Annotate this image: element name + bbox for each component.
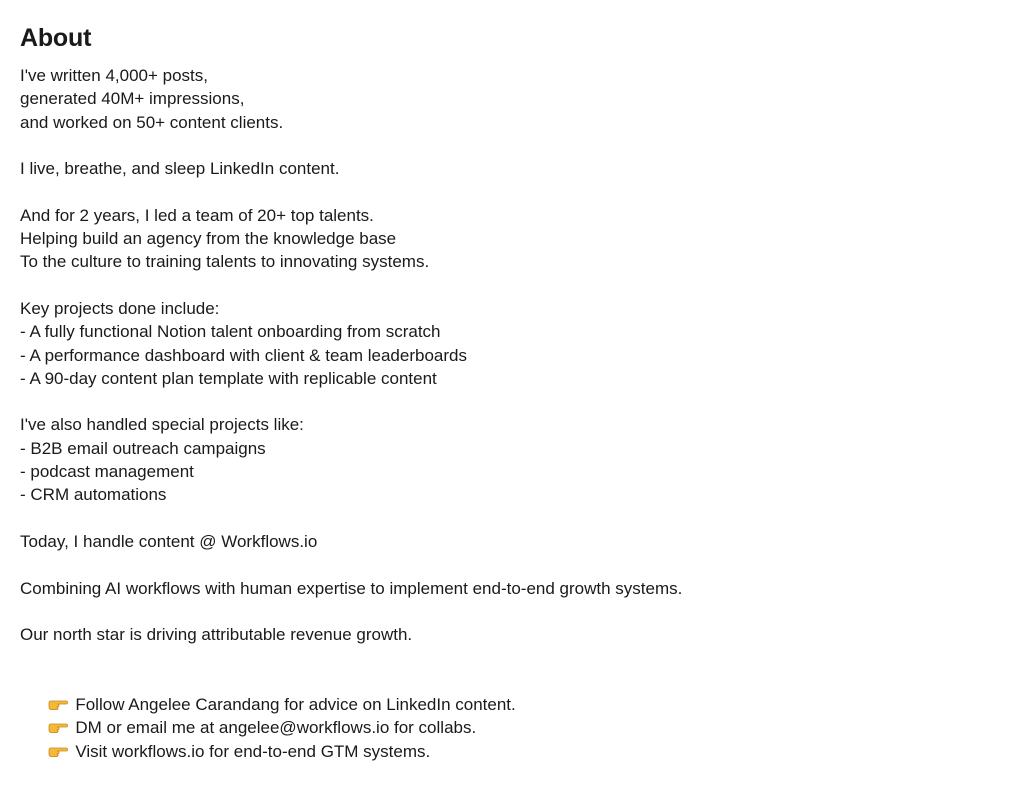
pointing-hand-icon <box>48 697 68 711</box>
about-title: About <box>20 24 92 52</box>
about-line: I've also handled special projects like: <box>20 415 304 435</box>
about-line: generated 40M+ impressions, <box>20 89 245 109</box>
about-section <box>20 20 1000 761</box>
about-line: To the culture to training talents to innovating systems. <box>20 252 430 272</box>
paragraph-spacer <box>20 274 1000 297</box>
cta-line <box>20 670 1000 715</box>
about-line: I live, breathe, and sleep LinkedIn content. <box>20 159 340 179</box>
about-line: - B2B email outreach campaigns <box>20 438 266 458</box>
paragraph-spacer <box>20 553 1000 576</box>
about-line: and worked on 50+ content clients. <box>20 112 284 132</box>
cta-text: Follow Angelee Carandang for advice on LinkedIn content. <box>75 695 516 715</box>
about-line: - A fully functional Notion talent onboarding from scratch <box>20 322 441 342</box>
about-body <box>20 64 1000 761</box>
paragraph-spacer <box>20 180 1000 203</box>
about-line: - A performance dashboard with client & team leaderboards <box>20 345 467 365</box>
cta-text: Visit workflows.io for end-to-end GTM systems. <box>75 741 431 761</box>
paragraph-spacer <box>20 646 1000 669</box>
cta-text: DM or email me at angelee@workflows.io for collabs. <box>75 718 477 738</box>
about-line: Combining AI workflows with human expertise to implement end-to-end growth systems. <box>20 578 683 598</box>
pointing-hand-icon <box>48 744 68 758</box>
paragraph-spacer <box>20 507 1000 530</box>
about-line: Key projects done include: <box>20 298 220 318</box>
about-line: Helping build an agency from the knowledge base <box>20 229 397 249</box>
about-line: I've written 4,000+ posts, <box>20 66 208 85</box>
about-line: - A 90-day content plan template with replicable content <box>20 368 437 388</box>
about-line: And for 2 years, I led a team of 20+ top talents. <box>20 205 374 225</box>
pointing-hand-icon <box>48 720 68 734</box>
about-line: Today, I handle content @ Workflows.io <box>20 531 318 551</box>
paragraph-spacer <box>20 134 1000 157</box>
about-line: Our north star is driving attributable revenue growth. <box>20 625 413 645</box>
about-line: - podcast management <box>20 462 194 482</box>
about-line: - CRM automations <box>20 485 167 505</box>
paragraph-spacer <box>20 600 1000 623</box>
paragraph-spacer <box>20 390 1000 413</box>
